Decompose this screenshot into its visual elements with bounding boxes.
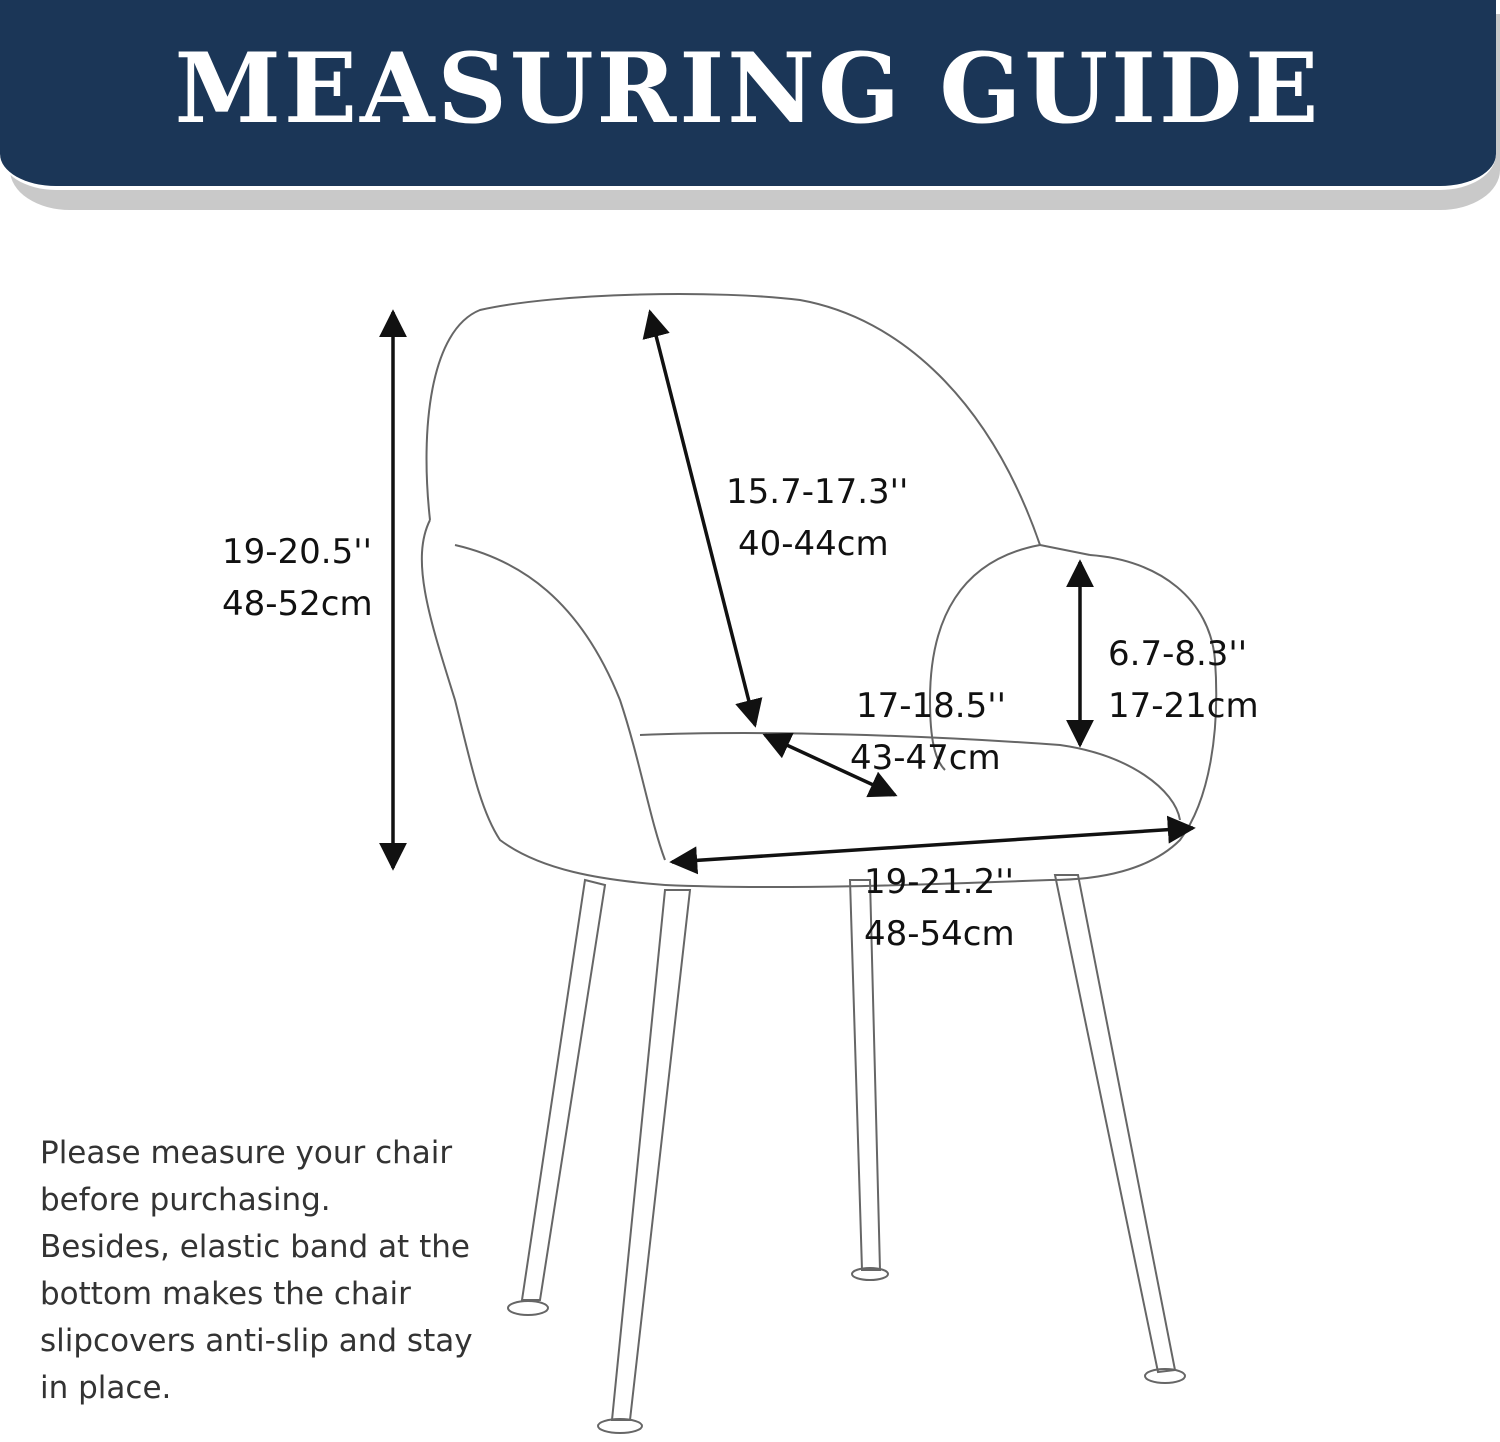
chair-foot bbox=[508, 1301, 548, 1315]
note-line: Besides, elastic band at the bbox=[40, 1229, 470, 1265]
seat-depth-cm: 43-47cm bbox=[850, 738, 1001, 778]
seat-depth-label bbox=[850, 680, 1006, 784]
total-height-label bbox=[222, 526, 373, 630]
measure-note bbox=[40, 1130, 510, 1412]
arm-height-cm: 17-21cm bbox=[1108, 686, 1259, 726]
note-line: Please measure your chair bbox=[40, 1135, 453, 1171]
chair-left-arm bbox=[422, 520, 665, 885]
chair-outline bbox=[422, 294, 1216, 1433]
chair-leg-front-right bbox=[1055, 875, 1175, 1372]
seat-width-inches: 19-21.2'' bbox=[864, 862, 1014, 902]
page-title: MEASURING GUIDE bbox=[174, 31, 1322, 145]
seat-width-cm: 48-54cm bbox=[864, 914, 1015, 954]
chair-foot bbox=[598, 1419, 642, 1433]
arm-height-inches: 6.7-8.3'' bbox=[1108, 634, 1248, 674]
note-line: in place. bbox=[40, 1370, 172, 1406]
seat-depth-inches: 17-18.5'' bbox=[856, 686, 1006, 726]
total-height-cm: 48-52cm bbox=[222, 584, 373, 624]
back-height-inches: 15.7-17.3'' bbox=[726, 472, 909, 512]
back-height-cm: 40-44cm bbox=[738, 524, 889, 564]
total-height-inches: 19-20.5'' bbox=[222, 532, 372, 572]
chair-leg-back-left bbox=[522, 880, 605, 1300]
note-line: before purchasing. bbox=[40, 1182, 331, 1218]
note-line: bottom makes the chair bbox=[40, 1276, 411, 1312]
chair-leg-front-left bbox=[612, 890, 690, 1420]
arm-height-label bbox=[1108, 628, 1259, 732]
seat-width-label bbox=[864, 856, 1015, 960]
note-line: slipcovers anti-slip and stay bbox=[40, 1323, 473, 1359]
back-height-label bbox=[726, 466, 908, 570]
